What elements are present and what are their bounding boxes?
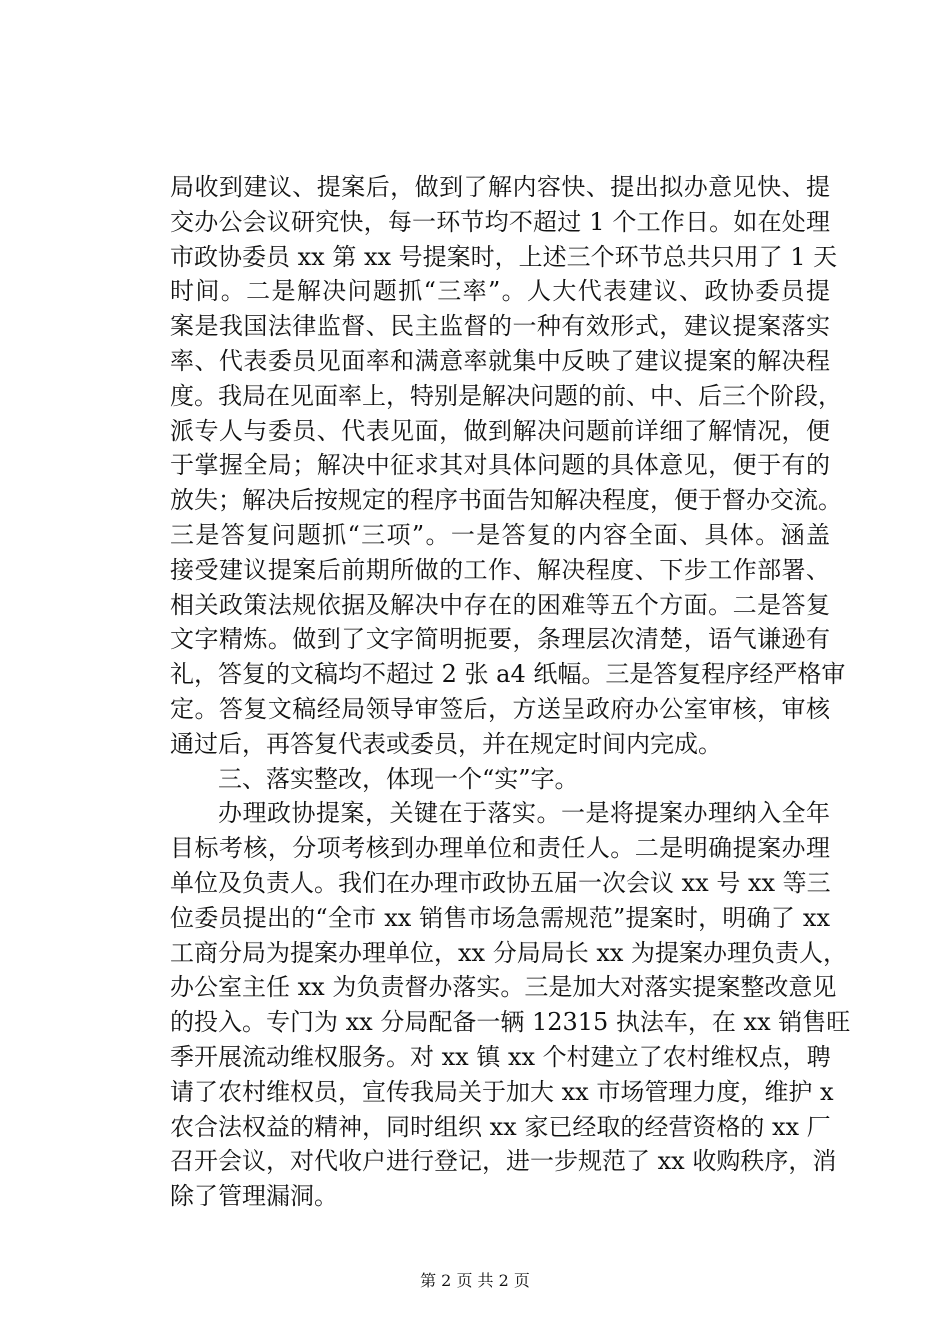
text-line: 率、代表委员见面率和满意率就集中反映了建议提案的解决程	[170, 346, 830, 375]
page-footer: 第 2 页 共 2 页	[420, 1271, 530, 1290]
text-line: 召开会议，对代收户进行登记，进一步规范了 xx 收购秩序，消	[170, 1147, 837, 1176]
text-line: 度。我局在见面率上，特别是解决问题的前、中、后三个阶段，	[170, 381, 842, 410]
text-line: 的投入。专门为 xx 分局配备一辆 12315 执法车，在 xx 销售旺	[170, 1008, 851, 1037]
text-line: 单位及负责人。我们在办理市政协五届一次会议 xx 号 xx 等三	[170, 868, 831, 897]
text-line: 办理政协提案，关键在于落实。一是将提案办理纳入全年	[218, 799, 830, 828]
text-line: 文字精炼。做到了文字简明扼要，条理层次清楚，语气谦逊有	[170, 625, 830, 654]
text-line: 派专人与委员、代表见面，做到解决问题前详细了解情况，便	[170, 416, 830, 445]
text-line: 农合法权益的精神，同时组织 xx 家已经取的经营资格的 xx 厂	[170, 1112, 831, 1141]
text-line: 位委员提出的“全市 xx 销售市场急需规范”提案时，明确了 xx	[170, 903, 830, 932]
text-line: 放失；解决后按规定的程序书面告知解决程度，便于督办交流。	[170, 486, 842, 515]
document-body	[170, 170, 851, 1214]
text-line: 定。答复文稿经局领导审签后，方送呈政府办公室审核，审核	[170, 694, 830, 723]
text-line: 接受建议提案后前期所做的工作、解决程度、下步工作部署、	[170, 555, 830, 584]
text-line: 相关政策法规依据及解决中存在的困难等五个方面。二是答复	[170, 590, 830, 619]
text-line: 交办公会议研究快，每一环节均不超过 1 个工作日。如在处理	[170, 207, 830, 236]
text-line: 市政协委员 xx 第 xx 号提案时，上述三个环节总共只用了 1 天	[170, 242, 838, 271]
text-line: 礼，答复的文稿均不超过 2 张 a4 纸幅。三是答复程序经严格审	[170, 660, 846, 689]
text-line: 季开展流动维权服务。对 xx 镇 xx 个村建立了农村维权点，聘	[170, 1042, 831, 1071]
text-line: 通过后，再答复代表或委员，并在规定时间内完成。	[170, 729, 722, 758]
text-line: 三是答复问题抓“三项”。一是答复的内容全面、具体。涵盖	[170, 520, 830, 549]
section-heading: 三、落实整改，体现一个“实”字。	[218, 764, 579, 793]
text-line: 办公室主任 xx 为负责督办落实。三是加大对落实提案整改意见	[170, 973, 837, 1002]
text-line: 于掌握全局；解决中征求其对具体问题的具体意见，便于有的	[170, 451, 830, 480]
text-line: 请了农村维权员，宣传我局关于加大 xx 市场管理力度，维护 x	[170, 1077, 834, 1106]
text-line: 案是我国法律监督、民主监督的一种有效形式，建议提案落实	[170, 312, 830, 341]
text-line: 除了管理漏洞。	[170, 1182, 338, 1211]
text-line: 目标考核，分项考核到办理单位和责任人。二是明确提案办理	[170, 834, 830, 863]
text-line: 时间。二是解决问题抓“三率”。人大代表建议、政协委员提	[170, 277, 830, 306]
text-line: 局收到建议、提案后，做到了解内容快、提出拟办意见快、提	[170, 173, 830, 201]
text-line: 工商分局为提案办理单位，xx 分局局长 xx 为提案办理负责人，	[170, 938, 848, 967]
